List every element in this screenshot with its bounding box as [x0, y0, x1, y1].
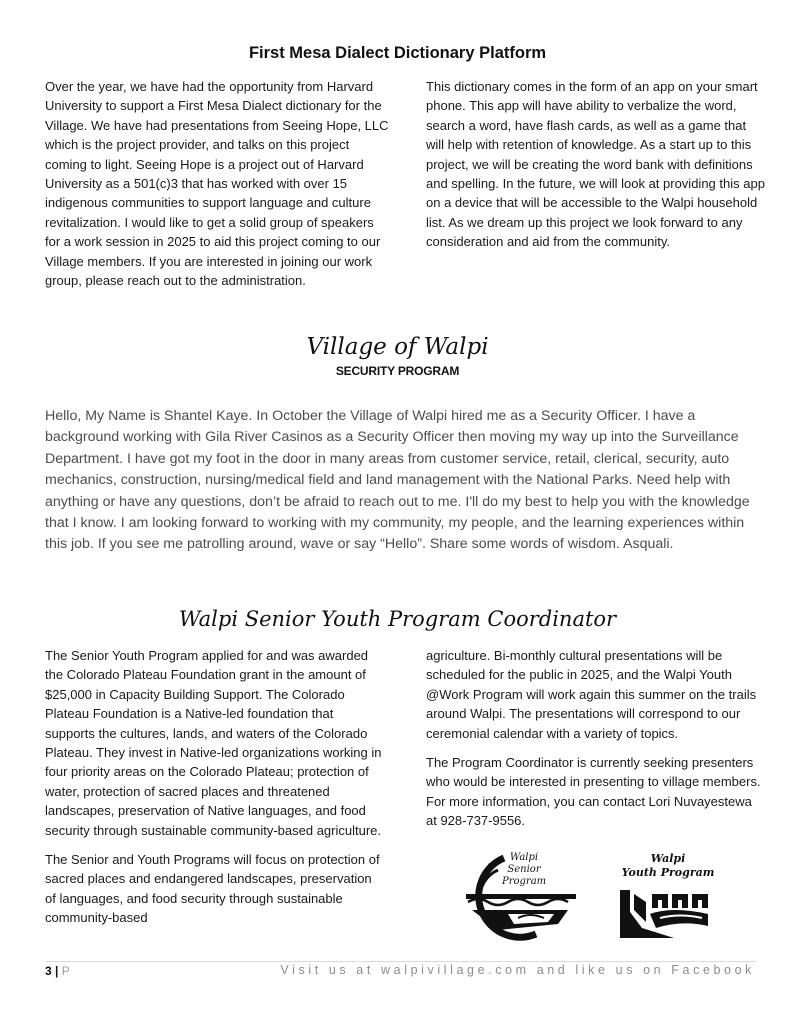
coordinator-left-column: [45, 646, 385, 928]
youth-logo-word-1: Walpi: [650, 852, 686, 865]
coordinator-left-paragraph-2: The Senior and Youth Programs will focus on protection of sacred places and endangered landscapes, preservation of languages, and food security through sustainable community-based: [45, 852, 380, 926]
youth-logo-word-2: Youth Program: [621, 866, 715, 879]
dictionary-right-column: [426, 77, 766, 252]
security-program-text: Hello, My Name is Shantel Kaye. In October the Village of Walpi hired me as a Security Officer. I have a background working with Gila River Casinos as a Security Officer then moving my way up into the Surveillance Department. I have got my foot in the door in many areas from customer service, retail, clerical, security, auto mechanics, construction, nursing/medical field and land management with the National Parks. Need help with anything or have any questions, don’t be afraid to reach out to me. I'll do my best to help you with the knowledge that I know. I am looking forward to working with my community, my people, and the learning experiences within this job. If you see me patrolling around, wave or say “Hello”. Share some words of wisdom. Asquali.: [45, 408, 750, 553]
senior-logo-word-1: Walpi: [509, 852, 539, 863]
page-number-value: 3: [45, 964, 52, 978]
dictionary-right-text: This dictionary comes in the form of an app on your smart phone. This app will have ability to verbalize the word, search a word, have flash cards, as well as a game that will help with retention of knowledge. As a start up to this project, we will be creating the word bank with definitions and spelling. In the future, we will look at providing this app on a device that will be accessible to the Walpi household list. As we dream up this project we look forward to any consideration and aid from the community.: [426, 79, 765, 250]
page-number: [45, 964, 70, 978]
coordinator-heading: Walpi Senior Youth Program Coordinator: [178, 607, 617, 631]
coordinator-right-column: [426, 646, 761, 831]
footer-text: Visit us at walpivillage.com and like us on Facebook: [280, 963, 755, 977]
village-of-walpi-heading: Village of Walpi: [306, 334, 489, 360]
walpi-senior-program-logo: [458, 850, 590, 942]
footer-divider: [45, 961, 757, 962]
dictionary-title: First Mesa Dialect Dictionary Platform: [248, 44, 547, 62]
coordinator-right-paragraph-2: The Program Coordinator is currently seeking presenters who would be interested in presenting to village members. For more information, you can contact Lori Nuvayestewa at 928-737-9556.: [426, 755, 761, 829]
coordinator-left-paragraph-1: The Senior Youth Program applied for and was awarded the Colorado Plateau Foundation grant in the amount of $25,000 in Capacity Building Support. The Colorado Plateau Foundation is a Native-led foundation that supports the cultures, lands, and waters of the Colorado Plateau. They invest in Native-led organizations working in four priority areas on the Colorado Plateau; protection of water, protection of sacred places and threatened landscapes, preservation of Native languages, and food security through sustainable community-based agriculture.: [45, 648, 382, 838]
security-program-subheading: SECURITY PROGRAM: [335, 364, 460, 378]
senior-logo-word-2: Senior: [507, 864, 541, 875]
senior-logo-word-3: Program: [502, 876, 547, 887]
dictionary-left-text: Over the year, we have had the opportunity from Harvard University to support a First Mesa Dialect dictionary for the Village. We have had presentations from Seeing Hope, LLC which is the project provider, and talks on this project coming to light. Seeing Hope is a project out of Harvard University as a 501(c)3 that has worked with over 15 indigenous communities to support language and culture revitalization. I would like to get a solid group of speakers for a work session in 2025 to aid this project coming to our Village members. If you are interested in joining our work group, please reach out to the administration.: [45, 79, 389, 289]
page-number-separator: |: [55, 964, 59, 978]
walpi-youth-program-logo: [612, 850, 724, 942]
coordinator-right-paragraph-1: agriculture. Bi-monthly cultural presentations will be scheduled for the public in 2025, and the Walpi Youth @Work Program will work again this summer on the trails around Walpi. The presentations will correspond to our ceremonial calendar with a variety of topics.: [426, 648, 757, 741]
dictionary-left-column: [45, 77, 390, 290]
page-number-letter: P: [61, 964, 70, 978]
